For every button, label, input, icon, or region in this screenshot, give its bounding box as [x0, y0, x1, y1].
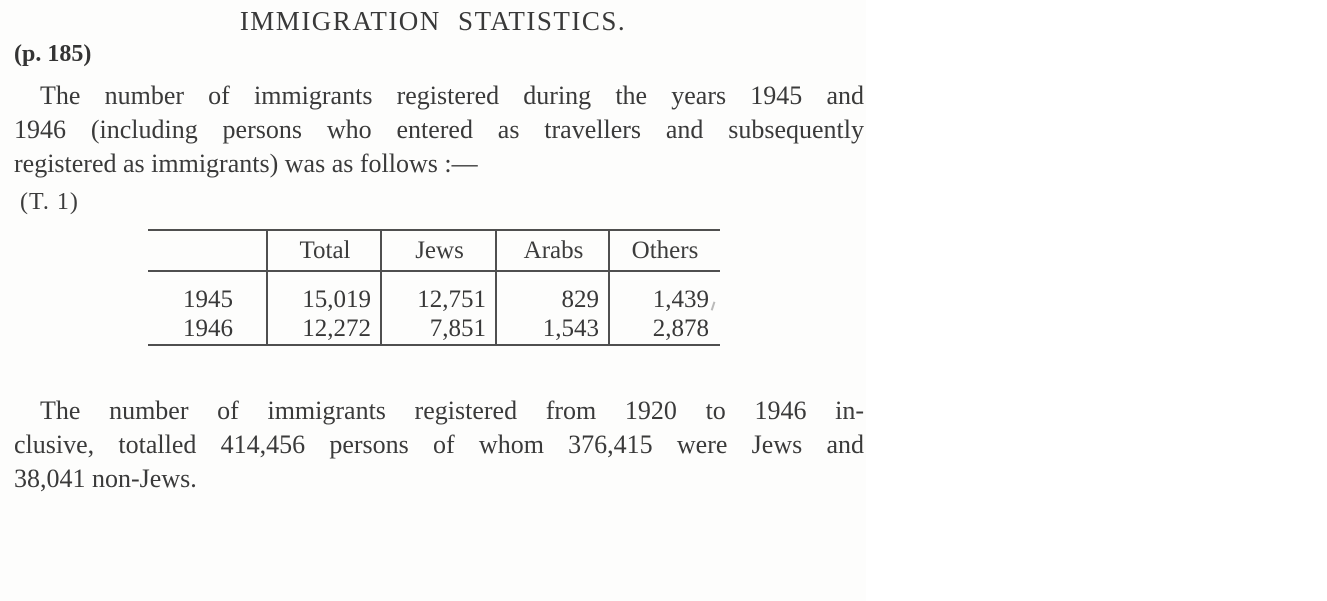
table-column-rule [608, 231, 610, 344]
jews-cell: 7,851 [429, 315, 486, 342]
summary-line-1: The number of immigrants registered from 1920 to 1946 in- [40, 396, 864, 425]
summary-line-3: 38,041 non-Jews. [14, 464, 197, 493]
total-cell: 12,272 [302, 315, 371, 342]
header-year [148, 231, 268, 270]
summary-line-2: clusive, totalled 414,456 persons of whom 376,415 were Jews and [14, 430, 864, 459]
column-years [148, 285, 268, 343]
jews-cell: 12,751 [417, 286, 486, 313]
intro-line-1: The number of immigrants registered during the years 1945 and [40, 81, 864, 110]
page-reference: (p. 185) [14, 41, 92, 67]
total-cell: 15,019 [302, 286, 371, 313]
column-total [268, 285, 382, 343]
header-jews: Jews [415, 237, 464, 264]
arabs-cell: 1,543 [542, 315, 599, 342]
header-total: Total [299, 237, 351, 264]
header-arabs: Arabs [523, 237, 584, 264]
table-label: (T. 1) [20, 189, 79, 215]
table-column-rule [380, 231, 382, 344]
column-others [610, 285, 720, 343]
column-jews [382, 285, 497, 343]
table-column-rule [266, 231, 268, 344]
header-others: Others [631, 237, 699, 264]
intro-line-2: 1946 (including persons who entered as travellers and subsequently [14, 115, 864, 144]
immigration-table [148, 229, 720, 346]
table-body [148, 272, 720, 343]
table-column-rule [495, 231, 497, 344]
page-title: IMMIGRATION STATISTICS. [239, 6, 627, 36]
year-cell: 1946 [183, 315, 233, 342]
summary-paragraph [14, 394, 864, 496]
intro-paragraph [14, 79, 864, 181]
others-cell: 1,439 [652, 286, 709, 313]
others-cell: 2,878 [652, 315, 709, 342]
arabs-cell: 829 [561, 286, 599, 313]
year-cell: 1945 [183, 286, 233, 313]
table-header-row [148, 231, 720, 272]
intro-line-3: registered as immigrants) was as follows :— [14, 149, 478, 178]
column-arabs [497, 285, 610, 343]
